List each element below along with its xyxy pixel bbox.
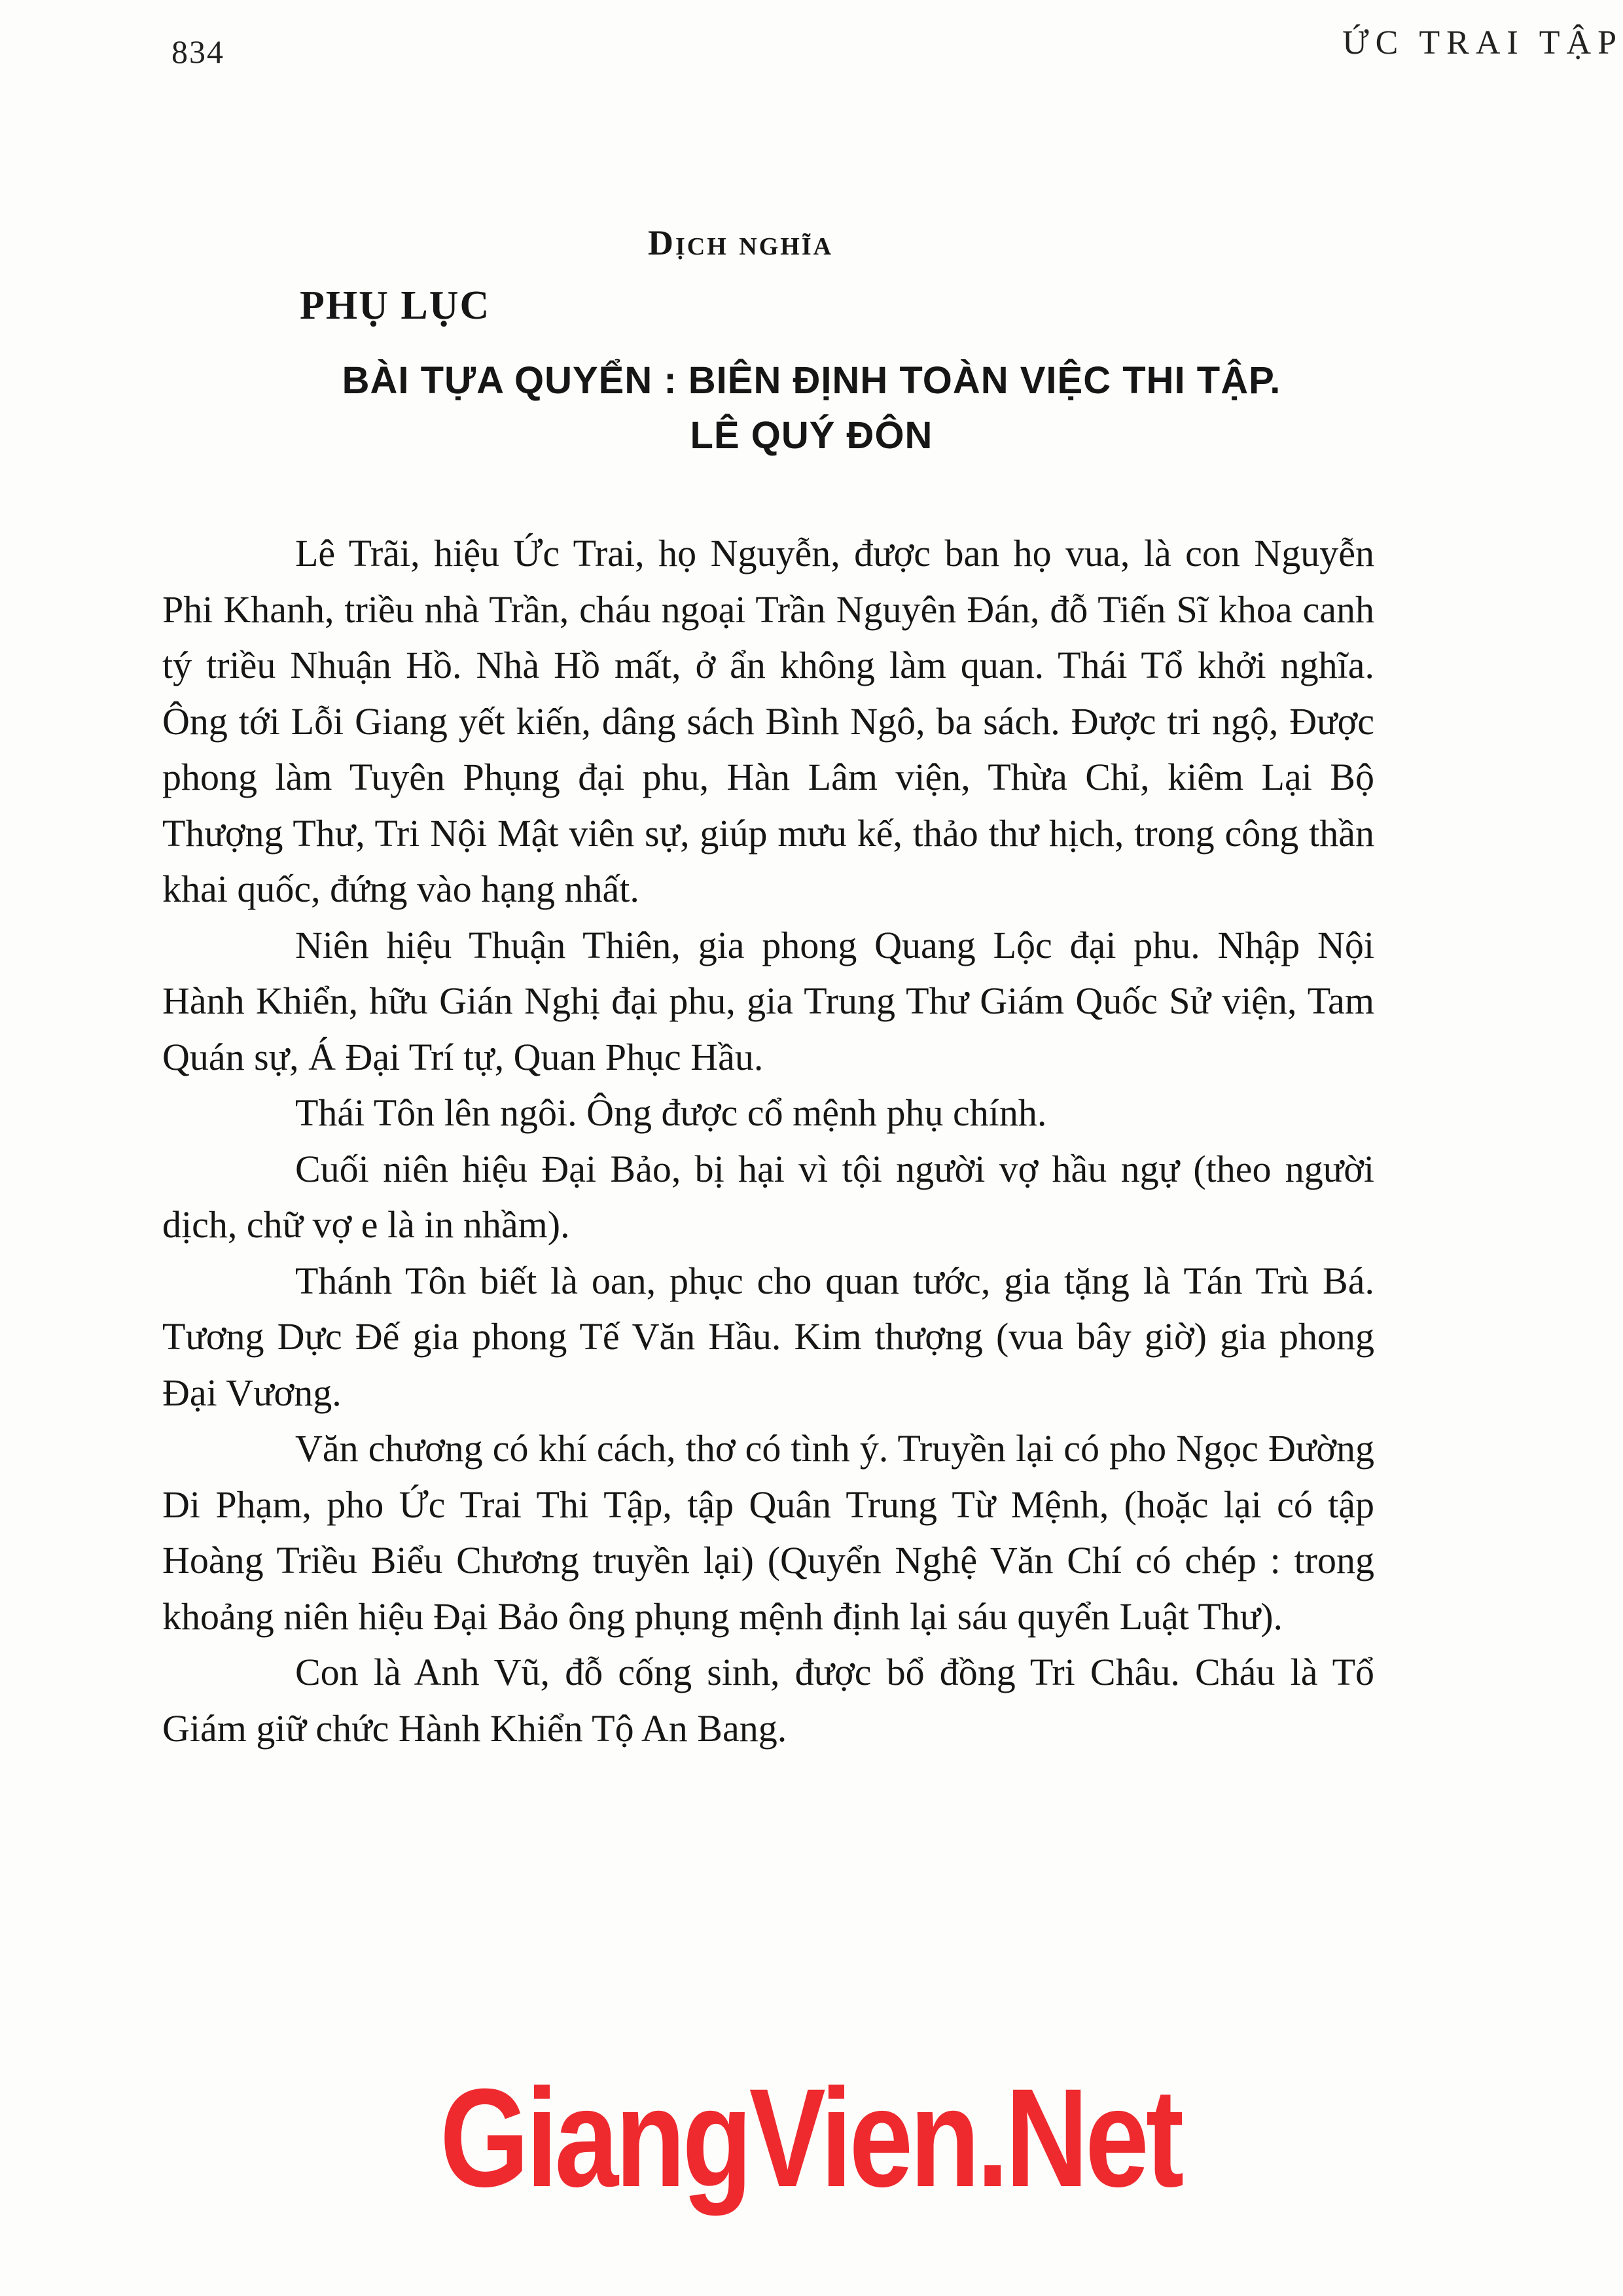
running-title: ỨC TRAI TẬP [1342,24,1623,62]
running-head [171,24,1623,69]
paragraph: Lê Trãi, hiệu Ức Trai, họ Nguyễn, được ban họ vua, là con Nguyễn Phi Khanh, triều nhà Trần, cháu ngoại Trần Nguyên Đán, đỗ Tiến Sĩ khoa canh tý triều Nhuận Hồ. Nhà Hồ mất, ở ẩn không làm quan. Thái Tổ khởi nghĩa. Ông tới Lỗi Giang yết kiến, dâng sách Bình Ngô, ba sách. Được tri ngộ, Được phong làm Tuyên Phụng đại phu, Hàn Lâm viện, Thừa Chỉ, kiêm Lại Bộ Thượng Thư, Tri Nội Mật viên sự, giúp mưu kế, thảo thư hịch, trong công thần khai quốc, đứng vào hạng nhất. [162,532,1374,910]
paragraph: Cuối niên hiệu Đại Bảo, bị hại vì tội người vợ hầu ngự (theo người dịch, chữ vợ e là in nhầm). [162,1147,1374,1246]
section-label: Dịch nghĩa [648,223,834,262]
body-text [162,525,1374,1756]
page-number: 834 [171,33,224,70]
preface-author: LÊ QUÝ ĐÔN [690,414,933,457]
paragraph: Thái Tôn lên ngôi. Ông được cổ mệnh phụ chính. [295,1091,1047,1134]
preface-title: BÀI TỰA QUYỂN : BIÊN ĐỊNH TOÀN VIỆC THI TẬP. [342,359,1281,402]
paragraph: Niên hiệu Thuận Thiên, gia phong Quang Lộc đại phu. Nhập Nội Hành Khiển, hữu Gián Nghị đại phu, gia Trung Thư Giám Quốc Sử viện, Tam Quán sự, Á Đại Trí tự, Quan Phục Hầu. [162,923,1374,1078]
watermark: GiangVien.Net [440,2060,1181,2216]
paragraph: Con là Anh Vũ, đỗ cống sinh, được bổ đồng Tri Châu. Cháu là Tổ Giám giữ chức Hành Khiển Tộ An Bang. [162,1651,1374,1750]
appendix-title: PHỤ LỤC [300,283,491,328]
paragraph: Văn chương có khí cách, thơ có tình ý. Truyền lại có pho Ngọc Đường Di Phạm, pho Ức Trai Thi Tập, tập Quân Trung Từ Mệnh, (hoặc lại có tập Hoàng Triều Biểu Chương truyền lại) (Quyển Nghệ Văn Chí có chép : trong khoảng niên hiệu Đại Bảo ông phụng mệnh định lại sáu quyển Luật Thư). [162,1427,1374,1638]
paragraph: Thánh Tôn biết là oan, phục cho quan tước, gia tặng là Tán Trù Bá. Tương Dực Đế gia phong Tế Văn Hầu. Kim thượng (vua bây giờ) gia phong Đại Vương. [162,1259,1374,1414]
